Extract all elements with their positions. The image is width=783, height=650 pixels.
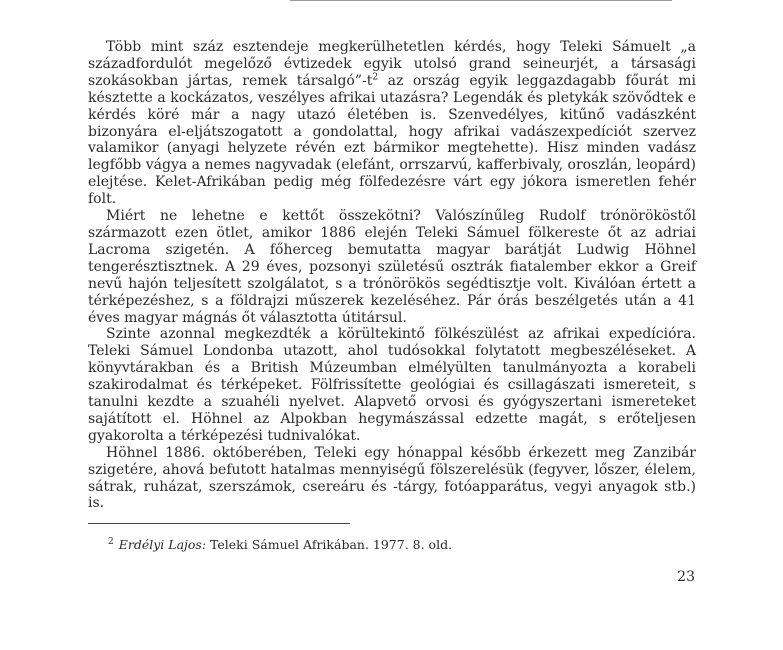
paragraph-3: Szinte azonnal megkezdték a körültekintő fölkészülést az afrikai expedícióra. Teleki Sámuel Londonba utazott, ahol tudósokkal folytatott megbeszéléseket. A könyvtárakban és a British Múzeumban elmélyülten tanulmányozta a korabeli szakirodalmat és térképeket. Fölfrissítette geológiai és csillagászati ismereteit, s tanulni kezdte a szuahéli nyelvet. Alapvető orvosi és gyógyszertani ismereteket sajátított el. Höhnel az Alpokban hegymászással edzette magát, s erőteljesen gyakorolta a térképezési tudnivalókat. — [88, 326, 696, 444]
paragraph-1 — [88, 39, 696, 208]
footnote-reference: 2 — [372, 72, 379, 83]
footnote-author: Erdélyi Lajos: — [118, 537, 207, 552]
footnote-text: Teleki Sámuel Afrikában. 1977. 8. old. — [206, 537, 453, 552]
page-number: 23 — [677, 569, 695, 585]
footnote-number: 2 — [108, 536, 114, 547]
footnote-rule — [88, 523, 350, 524]
footnote — [108, 537, 452, 552]
top-rule — [290, 0, 672, 1]
paragraph-1-text-start: Több mint száz esztendeje megkerülhetetlen kérdés, hogy Teleki Sámuelt „a századfordulót megelőző évtizedek egyik utolsó grand seineurjét, a társasági szokásokban jártas, remek társalgó”-t — [88, 39, 696, 89]
body-text — [88, 39, 696, 512]
paragraph-2: Miért ne lehetne e kettőt összekötni? Valószínűleg Rudolf trónörököstől származott ezen ötlet, amikor 1886 elején Teleki Sámuel fölkereste őt az adriai Lacroma szigetén. A főherceg bemutatta magyar barátját Ludwig Höhnel tengerésztisztnek. A 29 éves, pozsonyi születésű osztrák fiatalember ekkor a Greif nevű hajón teljesített szolgálatot, s a trónörökös segédtisztje volt. Kiválóan értett a térképezéshez, s a földrajzi műszerek kezeléséhez. Pár órás beszélgetés után a 41 éves magyar mágnás őt választotta útitársul. — [88, 208, 696, 326]
paragraph-1-text-end: az ország egyik leggazdagabb főurát mi késztette a kockázatos, veszélyes afrikai utazásra? Legendák és pletykák szövődtek e kérdés köré már a nagy utazó életében is. Szenvedélyes, kitűnő vadászként bizonyára el-eljátszogatott a gondolattal, hogy afrikai vadászexpedíciót szervez valamikor (anyagi helyzete révén ezt bármikor megtehette). Hisz minden vadász legfőbb vágya a nemes nagyvadak (elefánt, orrszarvú, kafferbivaly, oroszlán, leopárd) elejtése. Kelet-Afrikában pedig még fölfedezésre várt egy jókora ismeretlen fehér folt. — [88, 72, 697, 208]
paragraph-4: Höhnel 1886. októberében, Teleki egy hónappal később érkezett meg Zanzibár szigetére, ahová befutott hatalmas mennyiségű fölszerelésük (fegyver, lőszer, élelem, sátrak, ruházat, szerszámok, csereáru és -tárgy, fotóapparátus, vegyi anyagok stb.) is. — [88, 444, 696, 512]
